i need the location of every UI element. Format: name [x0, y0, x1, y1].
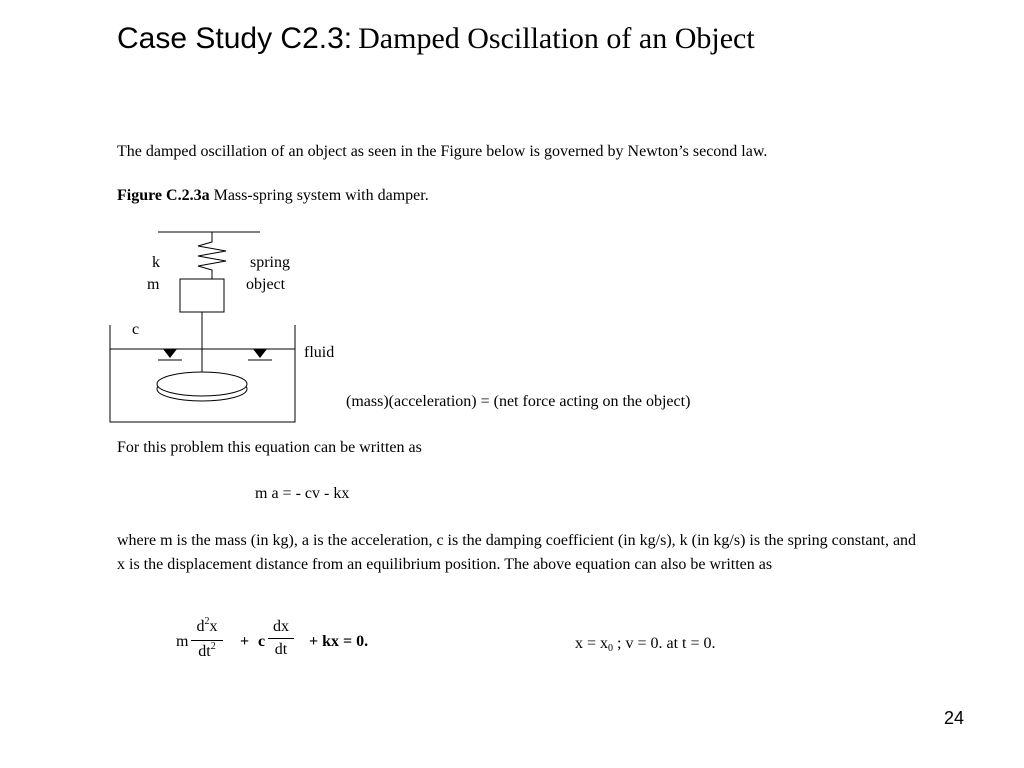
ode-first-derivative-fraction	[268, 618, 294, 659]
label-m: m	[147, 276, 160, 293]
newton-word-equation: (mass)(acceleration) = (net force acting on the object)	[346, 393, 691, 410]
ode-d: d	[196, 618, 205, 635]
intro-paragraph: The damped oscillation of an object as seen in the Figure below is governed by Newton’s second law.	[117, 143, 768, 160]
mass-object-box	[180, 279, 224, 312]
damper-disk	[157, 372, 247, 396]
spring-icon	[198, 232, 226, 279]
ode-tail: + kx = 0.	[309, 633, 369, 650]
ode-d-exponent: 2	[204, 616, 210, 627]
label-spring: spring	[250, 254, 290, 271]
ode-c: c	[258, 633, 266, 650]
ode-dt-exponent: 2	[210, 641, 216, 652]
ode-dt: dt	[198, 643, 211, 660]
ode-m: m	[176, 633, 189, 650]
ode-plus: +	[240, 633, 250, 650]
ode-second-derivative-denominator	[191, 643, 223, 663]
ode-second-derivative-numerator	[191, 618, 223, 638]
ma-equation: m a = - cv - kx	[255, 485, 350, 502]
label-k: k	[152, 254, 160, 271]
title-case-study: Case Study C2.3:	[117, 22, 353, 55]
figure-label: Figure C.2.3a	[117, 187, 210, 204]
where-paragraph: where m is the mass (in kg), a is the acceleration, c is the damping coefficient (in kg/s), k (in kg/s) is the spring constant, and x is the displacement distance from an equilibrium position. The above equation can also be written as	[117, 532, 917, 573]
initial-conditions	[575, 634, 716, 656]
label-c: c	[132, 321, 140, 338]
written-as-text: For this problem this equation can be written as	[117, 439, 422, 456]
page-number: 24	[943, 708, 964, 728]
title-topic: Damped Oscillation of an Object	[358, 22, 755, 55]
label-object: object	[246, 276, 286, 293]
ode-dt-2: dt	[274, 641, 288, 658]
ic-velocity-time: ; v = 0. at t = 0.	[613, 635, 716, 652]
ode-x: x	[209, 618, 218, 635]
water-level-marker-left-icon	[163, 349, 177, 358]
ic-subscript-zero: 0	[608, 643, 614, 654]
water-level-marker-right-icon	[253, 349, 267, 358]
label-fluid: fluid	[304, 344, 335, 361]
ode-fraction-bar-2	[268, 638, 294, 639]
ic-x-equals: x = x	[575, 635, 609, 652]
ode-dx: dx	[273, 618, 289, 635]
ode-fraction-bar-1	[191, 640, 223, 641]
ode-second-derivative-fraction	[191, 618, 223, 663]
figure-caption-text: Mass-spring system with damper.	[209, 187, 429, 204]
